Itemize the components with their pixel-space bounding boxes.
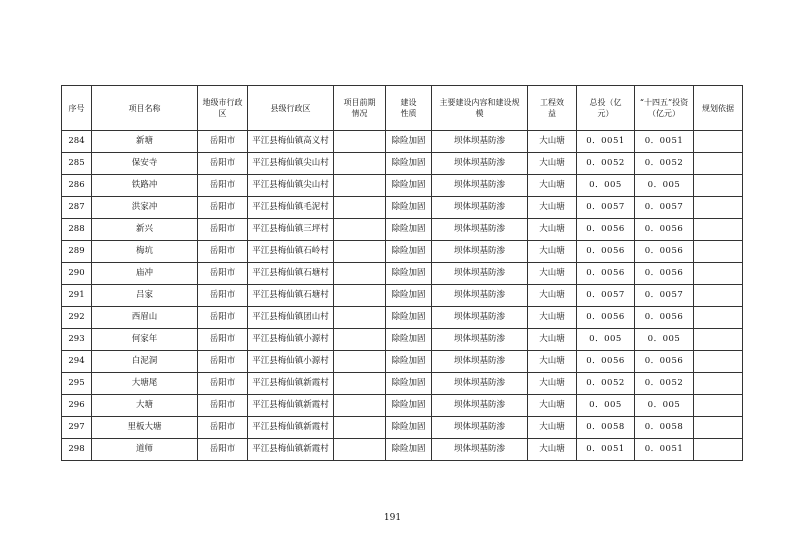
row-benefit: 大山塘 — [528, 175, 577, 197]
row-basis — [694, 439, 743, 461]
row-nature: 除险加固 — [386, 263, 432, 285]
table-row — [62, 417, 743, 439]
row-county: 平江县梅仙镇尖山村 — [248, 153, 334, 175]
row-content: 坝体坝基防渗 — [432, 307, 528, 329]
row-nature: 除险加固 — [386, 175, 432, 197]
row-preliminary — [334, 417, 386, 439]
row-total: 0．005 — [577, 175, 635, 197]
row-county: 平江县梅仙镇小源村 — [248, 329, 334, 351]
row-benefit: 大山塘 — [528, 263, 577, 285]
row-plan-invest: 0．0052 — [635, 373, 694, 395]
table-row — [62, 395, 743, 417]
row-county: 平江县梅仙镇新霞村 — [248, 439, 334, 461]
row-total: 0．0056 — [577, 351, 635, 373]
row-benefit: 大山塘 — [528, 131, 577, 153]
row-plan-invest: 0．0052 — [635, 153, 694, 175]
row-content: 坝体坝基防渗 — [432, 131, 528, 153]
row-basis — [694, 175, 743, 197]
row-preliminary — [334, 241, 386, 263]
row-content: 坝体坝基防渗 — [432, 285, 528, 307]
row-total: 0．0056 — [577, 307, 635, 329]
table-row — [62, 263, 743, 285]
row-plan-invest: 0．005 — [635, 329, 694, 351]
row-city: 岳阳市 — [198, 351, 248, 373]
row-nature: 除险加固 — [386, 241, 432, 263]
row-city: 岳阳市 — [198, 153, 248, 175]
row-preliminary — [334, 285, 386, 307]
table-row — [62, 241, 743, 263]
row-city: 岳阳市 — [198, 285, 248, 307]
row-city: 岳阳市 — [198, 175, 248, 197]
row-plan-invest: 0．0058 — [635, 417, 694, 439]
row-project-name: 梅坑 — [92, 241, 198, 263]
row-preliminary — [334, 175, 386, 197]
table-body — [62, 131, 743, 461]
row-seq: 289 — [62, 241, 92, 263]
row-benefit: 大山塘 — [528, 241, 577, 263]
row-plan-invest: 0．0057 — [635, 285, 694, 307]
row-county: 平江县梅仙镇新霞村 — [248, 373, 334, 395]
row-nature: 除险加固 — [386, 197, 432, 219]
row-preliminary — [334, 395, 386, 417]
row-project-name: 保安寺 — [92, 153, 198, 175]
row-seq: 288 — [62, 219, 92, 241]
row-nature: 除险加固 — [386, 329, 432, 351]
row-nature: 除险加固 — [386, 285, 432, 307]
row-total: 0．0056 — [577, 219, 635, 241]
row-city: 岳阳市 — [198, 219, 248, 241]
row-seq: 287 — [62, 197, 92, 219]
row-seq: 298 — [62, 439, 92, 461]
row-benefit: 大山塘 — [528, 373, 577, 395]
row-content: 坝体坝基防渗 — [432, 351, 528, 373]
row-nature: 除险加固 — [386, 153, 432, 175]
row-nature: 除险加固 — [386, 131, 432, 153]
row-project-name: 白泥洞 — [92, 351, 198, 373]
table-row — [62, 285, 743, 307]
row-benefit: 大山塘 — [528, 351, 577, 373]
row-city: 岳阳市 — [198, 329, 248, 351]
row-preliminary — [334, 373, 386, 395]
row-project-name: 大塘 — [92, 395, 198, 417]
header-total: 总投（亿元） — [577, 86, 635, 131]
row-basis — [694, 285, 743, 307]
row-content: 坝体坝基防渗 — [432, 153, 528, 175]
row-project-name: 道师 — [92, 439, 198, 461]
row-county: 平江县梅仙镇团山村 — [248, 307, 334, 329]
row-basis — [694, 351, 743, 373]
row-plan-invest: 0．0057 — [635, 197, 694, 219]
row-plan-invest: 0．0056 — [635, 263, 694, 285]
header-benefit: 工程效益 — [528, 86, 577, 131]
row-seq: 286 — [62, 175, 92, 197]
row-city: 岳阳市 — [198, 439, 248, 461]
row-county: 平江县梅仙镇新霞村 — [248, 417, 334, 439]
table-row — [62, 219, 743, 241]
row-county: 平江县梅仙镇石塘村 — [248, 263, 334, 285]
row-content: 坝体坝基防渗 — [432, 439, 528, 461]
header-county: 县级行政区 — [248, 86, 334, 131]
row-content: 坝体坝基防渗 — [432, 241, 528, 263]
row-seq: 291 — [62, 285, 92, 307]
row-seq: 293 — [62, 329, 92, 351]
table-row — [62, 439, 743, 461]
row-seq: 284 — [62, 131, 92, 153]
row-preliminary — [334, 197, 386, 219]
row-project-name: 里板大塘 — [92, 417, 198, 439]
row-content: 坝体坝基防渗 — [432, 417, 528, 439]
row-project-name: 吕家 — [92, 285, 198, 307]
row-nature: 除险加固 — [386, 307, 432, 329]
row-content: 坝体坝基防渗 — [432, 263, 528, 285]
row-project-name: 大塘尾 — [92, 373, 198, 395]
table-row — [62, 373, 743, 395]
row-content: 坝体坝基防渗 — [432, 329, 528, 351]
row-preliminary — [334, 263, 386, 285]
row-nature: 除险加固 — [386, 417, 432, 439]
table-row — [62, 329, 743, 351]
row-total: 0．0058 — [577, 417, 635, 439]
row-project-name: 西眉山 — [92, 307, 198, 329]
row-total: 0．0052 — [577, 153, 635, 175]
row-benefit: 大山塘 — [528, 329, 577, 351]
row-seq: 294 — [62, 351, 92, 373]
table-row — [62, 197, 743, 219]
row-total: 0．0056 — [577, 241, 635, 263]
row-nature: 除险加固 — [386, 351, 432, 373]
page-number: 191 — [383, 513, 402, 523]
row-benefit: 大山塘 — [528, 307, 577, 329]
row-benefit: 大山塘 — [528, 417, 577, 439]
row-total: 0．005 — [577, 395, 635, 417]
row-preliminary — [334, 329, 386, 351]
row-seq: 285 — [62, 153, 92, 175]
row-benefit: 大山塘 — [528, 219, 577, 241]
row-content: 坝体坝基防渗 — [432, 175, 528, 197]
row-plan-invest: 0．0056 — [635, 351, 694, 373]
row-city: 岳阳市 — [198, 395, 248, 417]
header-city: 地级市行政区 — [198, 86, 248, 131]
row-total: 0．0052 — [577, 373, 635, 395]
row-basis — [694, 219, 743, 241]
row-preliminary — [334, 219, 386, 241]
header-content: 主要建设内容和建设规模 — [432, 86, 528, 131]
row-city: 岳阳市 — [198, 131, 248, 153]
row-county: 平江县梅仙镇三坪村 — [248, 219, 334, 241]
row-plan-invest: 0．0056 — [635, 241, 694, 263]
table-row — [62, 131, 743, 153]
table-row — [62, 175, 743, 197]
row-content: 坝体坝基防渗 — [432, 395, 528, 417]
row-county: 平江县梅仙镇石岭村 — [248, 241, 334, 263]
row-city: 岳阳市 — [198, 373, 248, 395]
row-preliminary — [334, 131, 386, 153]
row-city: 岳阳市 — [198, 263, 248, 285]
row-plan-invest: 0．005 — [635, 175, 694, 197]
header-basis: 规划依据 — [694, 86, 743, 131]
row-nature: 除险加固 — [386, 373, 432, 395]
row-plan-invest: 0．0056 — [635, 307, 694, 329]
row-basis — [694, 417, 743, 439]
row-city: 岳阳市 — [198, 307, 248, 329]
row-total: 0．0057 — [577, 197, 635, 219]
row-preliminary — [334, 153, 386, 175]
row-basis — [694, 329, 743, 351]
row-project-name: 铁路冲 — [92, 175, 198, 197]
row-preliminary — [334, 439, 386, 461]
row-basis — [694, 263, 743, 285]
table-row — [62, 153, 743, 175]
row-preliminary — [334, 307, 386, 329]
row-county: 平江县梅仙镇石塘村 — [248, 285, 334, 307]
row-total: 0．0051 — [577, 439, 635, 461]
row-benefit: 大山塘 — [528, 439, 577, 461]
row-basis — [694, 197, 743, 219]
row-benefit: 大山塘 — [528, 285, 577, 307]
row-project-name: 新塘 — [92, 131, 198, 153]
row-nature: 除险加固 — [386, 395, 432, 417]
row-basis — [694, 307, 743, 329]
table-row — [62, 307, 743, 329]
row-seq: 292 — [62, 307, 92, 329]
row-content: 坝体坝基防渗 — [432, 219, 528, 241]
row-city: 岳阳市 — [198, 241, 248, 263]
row-seq: 290 — [62, 263, 92, 285]
row-project-name: 新兴 — [92, 219, 198, 241]
row-preliminary — [334, 351, 386, 373]
row-project-name: 庙冲 — [92, 263, 198, 285]
row-basis — [694, 241, 743, 263]
row-plan-invest: 0．005 — [635, 395, 694, 417]
table-header-row — [62, 86, 743, 131]
row-benefit: 大山塘 — [528, 197, 577, 219]
row-county: 平江县梅仙镇毛泥村 — [248, 197, 334, 219]
header-nature: 建设性质 — [386, 86, 432, 131]
row-total: 0．0056 — [577, 263, 635, 285]
row-nature: 除险加固 — [386, 439, 432, 461]
row-plan-invest: 0．0051 — [635, 131, 694, 153]
row-content: 坝体坝基防渗 — [432, 373, 528, 395]
row-benefit: 大山塘 — [528, 395, 577, 417]
row-county: 平江县梅仙镇高义村 — [248, 131, 334, 153]
row-county: 平江县梅仙镇新霞村 — [248, 395, 334, 417]
row-county: 平江县梅仙镇小源村 — [248, 351, 334, 373]
row-city: 岳阳市 — [198, 197, 248, 219]
row-total: 0．0057 — [577, 285, 635, 307]
row-total: 0．005 — [577, 329, 635, 351]
row-nature: 除险加固 — [386, 219, 432, 241]
row-plan-invest: 0．0056 — [635, 219, 694, 241]
table-row — [62, 351, 743, 373]
row-total: 0．0051 — [577, 131, 635, 153]
project-table — [61, 85, 743, 461]
header-plan-invest: “十四五”投资（亿元） — [635, 86, 694, 131]
header-project-name: 项目名称 — [92, 86, 198, 131]
header-preliminary: 项目前期情况 — [334, 86, 386, 131]
row-county: 平江县梅仙镇尖山村 — [248, 175, 334, 197]
row-benefit: 大山塘 — [528, 153, 577, 175]
row-basis — [694, 373, 743, 395]
row-project-name: 洪家冲 — [92, 197, 198, 219]
row-city: 岳阳市 — [198, 417, 248, 439]
row-project-name: 何家年 — [92, 329, 198, 351]
row-seq: 296 — [62, 395, 92, 417]
row-basis — [694, 131, 743, 153]
row-content: 坝体坝基防渗 — [432, 197, 528, 219]
row-plan-invest: 0．0051 — [635, 439, 694, 461]
row-seq: 295 — [62, 373, 92, 395]
row-seq: 297 — [62, 417, 92, 439]
row-basis — [694, 153, 743, 175]
header-seq: 序号 — [62, 86, 92, 131]
row-basis — [694, 395, 743, 417]
